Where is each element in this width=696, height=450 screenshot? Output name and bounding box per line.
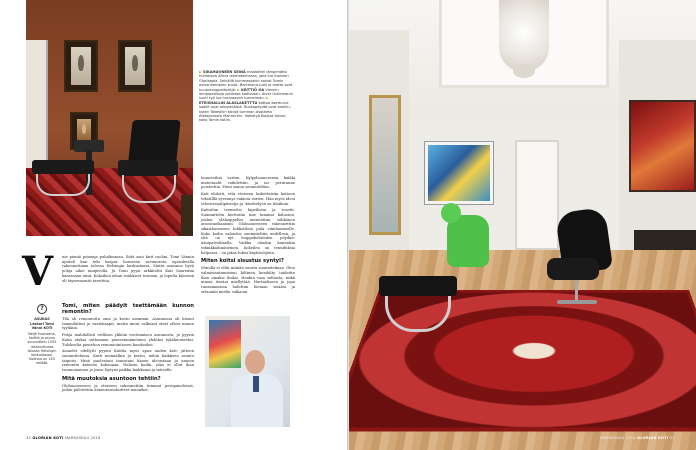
- col2-paragraph-2: Kati ehdotti, että eteiseen laskettaisiin kattoon tekstilllä syvennys vakiota varten. Hän myös ideoi tehostevaalipiirintja ja -käsittelyöä on tiluikoin.: [201, 192, 295, 206]
- side-table: [181, 195, 193, 236]
- dropcap: V: [22, 248, 54, 295]
- blue-abstract-painting: [425, 142, 493, 204]
- page-number-right: 33: [669, 436, 675, 440]
- magazine-name: GLORIAN KOTI: [32, 436, 64, 440]
- doorway: [26, 40, 48, 170]
- issue-date-right: MARRASKUU 2018: [600, 436, 636, 440]
- col2-paragraph-3: Kattoilun teemeitio kipoilistai ja rosetit. Suunnittelin kerttoiiin tine tummat kaluston, joiden ylälaajipeliin asennettiin sähkönen aroosimekanismi. Olohuoneeseen rakennettiin sikarihuoneena lukkotiloin pala viiniluumeelle. Koko kodin valaistus suunniteltiin uudelleen, ja sitä on nyt hoippekohteiden pöydän-äänipalvelimella. Vaikka olenkin kuitenkin teknikkaihmineinen, kokeilen on tennifuksia helpossa – en jaksa lukea käyttöohjeita.: [201, 208, 295, 255]
- cigar-room-photo: [26, 0, 193, 236]
- homeowner-portrait: [205, 316, 290, 427]
- ottoman-frame: [36, 174, 90, 196]
- green-sculpture-chair: [447, 215, 489, 267]
- answer-paragraph-1: Tila oli remontottu oma ja kovin aiemmin. Asunnossa oli hienot tammilattiat ja vaatekaapit, mutta muut valkeaat eivät olleet minun tyyliäini.: [62, 317, 194, 331]
- resident-description: Neljä huoneeha, keittiö ja sauna suunnittelu 1925 rakennetussa talossa Helsingin keskustassa. Kodissa on 143 neliötä.: [27, 332, 57, 365]
- page-number: 32: [26, 436, 31, 440]
- issue-date: MARRASKUU 2018: [64, 436, 101, 440]
- article-column-1b: [62, 300, 194, 395]
- col2-paragraph-1: luuustoihin varten. Kylpyhuoneeseen kaikki materiaalit vaihdettiin, ja iso peruranne poistettiin. Pieni sauna suunniteltiin.: [201, 176, 295, 190]
- caption-arrow-icon: ►: [199, 70, 204, 74]
- question-heading-3: Miten koitsi sisustus syntyi?: [201, 258, 284, 265]
- colorful-painting: [209, 320, 241, 368]
- white-door: [515, 140, 559, 250]
- caption-lead: SIKAHUONEEN SEINÄ: [203, 70, 246, 74]
- caption-text-3: kattoa asettunut saaliit ovat alkuperäisiä. Ruokapöydät ovat saariin, kuten Takeshiin taidot tumman Asotheta Alessanrosta Mahmirtiin. Valkotyö Koistot toivoo koko Tomin kotiin.: [199, 100, 291, 123]
- egg-chair-seat: [547, 258, 599, 280]
- question-mark-icon: ?: [37, 304, 47, 314]
- answer-paragraph-4: Olohuoneeseen ja eteiseen rakennettiin tummat pesupaneleisat, joihin piilotettiin äänentoistolaitteet muoniksi.: [62, 383, 194, 393]
- portrait-frame-left: [64, 40, 98, 92]
- answer-paragraph-3: Asuudet edellytti pyysin Katilta myös apua uuden koti- jätteen suunnittelussa. Katti mennätkin jo kertoi, mihin kaikkeen asunto taipuisi. Minä puolestani innostuin hänen ideoistaan ja annoin remontin katseen kokonaan. Halusin kodin, joka ei ollut ihan tavanomainen ja jossa löytyisi paikka kaikkeani ja taiteelle.: [62, 349, 194, 373]
- egg-chair-base: [557, 300, 597, 304]
- portrait-frame-right: [118, 40, 152, 92]
- crystal-chandelier: [499, 0, 549, 72]
- tie: [253, 376, 259, 392]
- intro-paragraph: uie pieniä poimuja puhalimassa. Siitä asui kirit raolini, Tomi Vännin ajatteli kun teki kaspar hornssen asvunnesta ogaruhvalla rakennuttama talossa Helsingin keskustassa. Mutta asunnon hyvä pohja aikoi innipivolla. Ja Tomi pyysi arkkitehti Kati Saarenim kansssaan niisä. Kaksikon idean runkkiset toisiaan, ja lopulta kässissä oli täysremontti tarvittua.: [62, 255, 194, 283]
- caption-text-1: maalattiin lämpimäksi huhtalava Africa lahmakernassa, joka luo mainion Gloriaapia. Seinällä kummassakin saivat Tomin esivanhempien kuvat. Barcelona-tuoli ja matto ovat huutokauppalöytöjä.: [199, 70, 293, 92]
- answer-paragraph-2: Pohja mahdollisti erillisen ykköin erottamisen asunnosta, ja pyysin Katia alukai suttamaan pienvenmämöinen yhdeksi tyköhuoneeksi. Tulokselta pienehon remontointiosen kondosiksi.: [62, 333, 194, 347]
- barcelona-chair-frame: [122, 175, 176, 203]
- magazine-name-right: GLORIAN KOTI: [637, 436, 669, 440]
- article-column-2: [201, 176, 295, 296]
- egg-chair-stem: [575, 280, 578, 302]
- caption-lead-3: ETEISHALLIN ALASLAKETTTU: [199, 100, 258, 105]
- question-heading-2: Mitä muutoksia asuntoon tehtiin?: [62, 375, 161, 382]
- article-column-1: [22, 248, 194, 295]
- resident-label: ASUKAS: [34, 317, 50, 321]
- question-heading-1: Tomi, miten päädyit teettämään kunnon remontin?: [62, 303, 194, 315]
- folio-right: [600, 436, 675, 440]
- photo-caption: [199, 70, 295, 123]
- red-abstract-painting: [629, 100, 696, 192]
- barcelona-ottoman: [379, 276, 457, 296]
- folio-left: [26, 436, 101, 440]
- caption-arrow-icon: ►: [265, 96, 269, 101]
- caption-text-2: Viennin lempipaikkoja suldessa kodissaan. Alvar Guilemanin suuri työ luo hurmaavan tunnelman.: [199, 87, 293, 101]
- caption-arrow-icon: ►: [237, 87, 242, 92]
- caption-lead-2: KEITTIÖ OA: [241, 87, 265, 92]
- person-head: [245, 350, 265, 374]
- resident-name: Läskari Tomi Vänni KOTI: [30, 322, 54, 331]
- barcelona-chair-seat: [118, 160, 178, 176]
- col2-paragraph-4: Minulla ei ollut mitään suurta suunnitelmaa. Olen valmistautumisteni kiltinen kendälty taideitta ihan omaksi iloiksi. Haukin vain sellaista, mikä minua itseäni miellyttää. Hartaaliseen ja jopa runsaimmissa haluttiin hieman sisääni ja selaaniin mielin valkaoin.: [201, 266, 295, 294]
- resident-info-box: [26, 304, 58, 365]
- ottoman: [32, 160, 94, 174]
- gilded-mirror: [369, 95, 401, 235]
- hallway-photo: [349, 0, 696, 450]
